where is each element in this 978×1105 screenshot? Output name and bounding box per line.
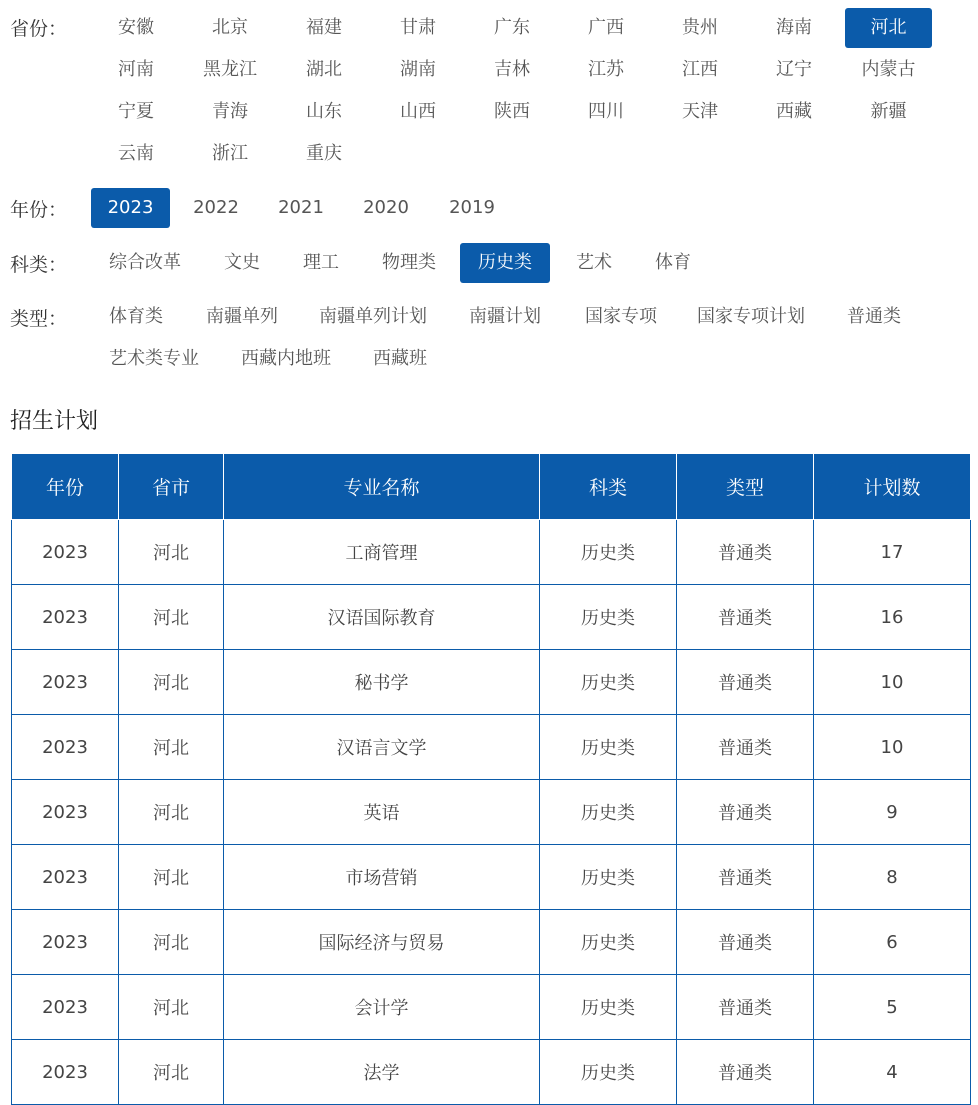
- province-option[interactable]: 新疆: [870, 101, 907, 122]
- province-option[interactable]: 重庆: [306, 143, 342, 164]
- cell-subject: 历史类: [540, 910, 677, 975]
- province-option[interactable]: 吉林: [494, 59, 530, 80]
- cell-year: 2023: [12, 780, 119, 845]
- province-option[interactable]: 西藏: [776, 101, 812, 122]
- cell-plan-count: 5: [814, 975, 971, 1040]
- province-option[interactable]: 河南: [118, 59, 154, 80]
- province-option[interactable]: 青海: [212, 101, 248, 122]
- subject-option[interactable]: 艺术: [576, 252, 612, 273]
- cell-province: 河北: [119, 975, 224, 1040]
- cell-year: 2023: [12, 975, 119, 1040]
- type-option[interactable]: 普通类: [847, 306, 901, 327]
- type-option[interactable]: 南疆单列计划: [319, 306, 427, 327]
- cell-plan-count: 8: [814, 845, 971, 910]
- subject-option[interactable]: 历史类: [460, 243, 550, 283]
- cell-province: 河北: [119, 520, 224, 585]
- table-row: [12, 845, 971, 910]
- cell-plan-count: 17: [814, 520, 971, 585]
- subject-option[interactable]: 理工: [303, 252, 339, 273]
- subject-filter-label: 科类：: [10, 254, 68, 276]
- cell-plan-count: 16: [814, 585, 971, 650]
- cell-plan-count: 9: [814, 780, 971, 845]
- enrollment-plan-table: [11, 453, 971, 1105]
- cell-year: 2023: [12, 585, 119, 650]
- year-filter-label: 年份：: [10, 199, 68, 221]
- year-option[interactable]: 2022: [193, 197, 239, 218]
- province-option[interactable]: 辽宁: [776, 59, 812, 80]
- cell-type: 普通类: [677, 585, 814, 650]
- cell-major: 市场营销: [224, 845, 540, 910]
- cell-major: 汉语国际教育: [224, 585, 540, 650]
- cell-province: 河北: [119, 650, 224, 715]
- province-option[interactable]: 宁夏: [118, 101, 154, 122]
- province-filter-label: 省份：: [10, 18, 68, 40]
- province-option[interactable]: 河北: [845, 8, 932, 48]
- table-row: [12, 715, 971, 780]
- year-option[interactable]: 2023: [91, 188, 170, 228]
- col-header-province: 省市: [119, 454, 224, 520]
- province-option[interactable]: 浙江: [212, 143, 248, 164]
- province-option[interactable]: 黑龙江: [203, 59, 257, 80]
- province-option[interactable]: 湖南: [400, 59, 436, 80]
- subject-option[interactable]: 文史: [224, 252, 260, 273]
- cell-subject: 历史类: [540, 715, 677, 780]
- cell-year: 2023: [12, 715, 119, 780]
- year-option[interactable]: 2020: [363, 197, 409, 218]
- cell-plan-count: 4: [814, 1040, 971, 1105]
- province-option[interactable]: 北京: [212, 17, 248, 38]
- table-row: [12, 520, 971, 585]
- cell-province: 河北: [119, 1040, 224, 1105]
- cell-subject: 历史类: [540, 1040, 677, 1105]
- table-row: [12, 585, 971, 650]
- section-title: 招生计划: [10, 409, 99, 434]
- cell-province: 河北: [119, 585, 224, 650]
- cell-plan-count: 10: [814, 715, 971, 780]
- table-row: [12, 910, 971, 975]
- subject-option[interactable]: 物理类: [382, 252, 436, 273]
- province-option[interactable]: 甘肃: [400, 17, 436, 38]
- cell-year: 2023: [12, 910, 119, 975]
- cell-subject: 历史类: [540, 650, 677, 715]
- cell-major: 工商管理: [224, 520, 540, 585]
- col-header-subject: 科类: [540, 454, 677, 520]
- subject-option[interactable]: 综合改革: [109, 252, 181, 273]
- cell-type: 普通类: [677, 715, 814, 780]
- type-filter-label: 类型：: [10, 308, 68, 330]
- cell-year: 2023: [12, 845, 119, 910]
- cell-subject: 历史类: [540, 520, 677, 585]
- province-option[interactable]: 四川: [588, 101, 624, 122]
- cell-subject: 历史类: [540, 845, 677, 910]
- year-option[interactable]: 2021: [278, 197, 324, 218]
- type-option[interactable]: 南疆单列: [206, 306, 278, 327]
- col-header-major: 专业名称: [224, 454, 540, 520]
- table-header-row: [12, 454, 971, 520]
- cell-year: 2023: [12, 520, 119, 585]
- cell-major: 国际经济与贸易: [224, 910, 540, 975]
- table-row: [12, 780, 971, 845]
- province-option[interactable]: 内蒙古: [861, 59, 916, 80]
- cell-major: 会计学: [224, 975, 540, 1040]
- cell-major: 英语: [224, 780, 540, 845]
- cell-province: 河北: [119, 910, 224, 975]
- cell-type: 普通类: [677, 780, 814, 845]
- col-header-year: 年份: [12, 454, 119, 520]
- province-option[interactable]: 广东: [494, 17, 530, 38]
- col-header-plan-count: 计划数: [814, 454, 971, 520]
- cell-province: 河北: [119, 845, 224, 910]
- cell-type: 普通类: [677, 975, 814, 1040]
- type-option[interactable]: 国家专项计划: [697, 306, 805, 327]
- type-option[interactable]: 西藏内地班: [241, 348, 331, 369]
- year-option[interactable]: 2019: [449, 197, 495, 218]
- cell-type: 普通类: [677, 845, 814, 910]
- cell-plan-count: 10: [814, 650, 971, 715]
- province-option[interactable]: 山东: [306, 101, 342, 122]
- cell-year: 2023: [12, 650, 119, 715]
- province-option[interactable]: 陕西: [494, 101, 530, 122]
- type-option[interactable]: 国家专项: [585, 306, 657, 327]
- type-option[interactable]: 南疆计划: [469, 306, 541, 327]
- type-option[interactable]: 西藏班: [373, 348, 427, 369]
- cell-major: 秘书学: [224, 650, 540, 715]
- cell-type: 普通类: [677, 520, 814, 585]
- table-row: [12, 650, 971, 715]
- province-option[interactable]: 福建: [306, 17, 342, 38]
- province-option[interactable]: 江西: [682, 59, 718, 80]
- cell-province: 河北: [119, 780, 224, 845]
- province-option[interactable]: 贵州: [682, 17, 718, 38]
- table-row: [12, 975, 971, 1040]
- province-option[interactable]: 天津: [682, 101, 718, 122]
- province-option[interactable]: 海南: [776, 17, 812, 38]
- cell-major: 法学: [224, 1040, 540, 1105]
- table-row: [12, 1040, 971, 1105]
- cell-year: 2023: [12, 1040, 119, 1105]
- province-option[interactable]: 山西: [400, 101, 436, 122]
- cell-subject: 历史类: [540, 780, 677, 845]
- province-option[interactable]: 安徽: [118, 17, 154, 38]
- province-option[interactable]: 江苏: [588, 59, 624, 80]
- cell-province: 河北: [119, 715, 224, 780]
- province-option[interactable]: 湖北: [306, 59, 342, 80]
- cell-type: 普通类: [677, 1040, 814, 1105]
- cell-subject: 历史类: [540, 975, 677, 1040]
- province-option[interactable]: 云南: [118, 143, 154, 164]
- province-option[interactable]: 广西: [588, 17, 624, 38]
- subject-option[interactable]: 体育: [655, 252, 691, 273]
- cell-major: 汉语言文学: [224, 715, 540, 780]
- cell-plan-count: 6: [814, 910, 971, 975]
- col-header-type: 类型: [677, 454, 814, 520]
- type-option[interactable]: 体育类: [109, 306, 163, 327]
- type-option[interactable]: 艺术类专业: [109, 348, 199, 369]
- cell-type: 普通类: [677, 910, 814, 975]
- cell-type: 普通类: [677, 650, 814, 715]
- cell-subject: 历史类: [540, 585, 677, 650]
